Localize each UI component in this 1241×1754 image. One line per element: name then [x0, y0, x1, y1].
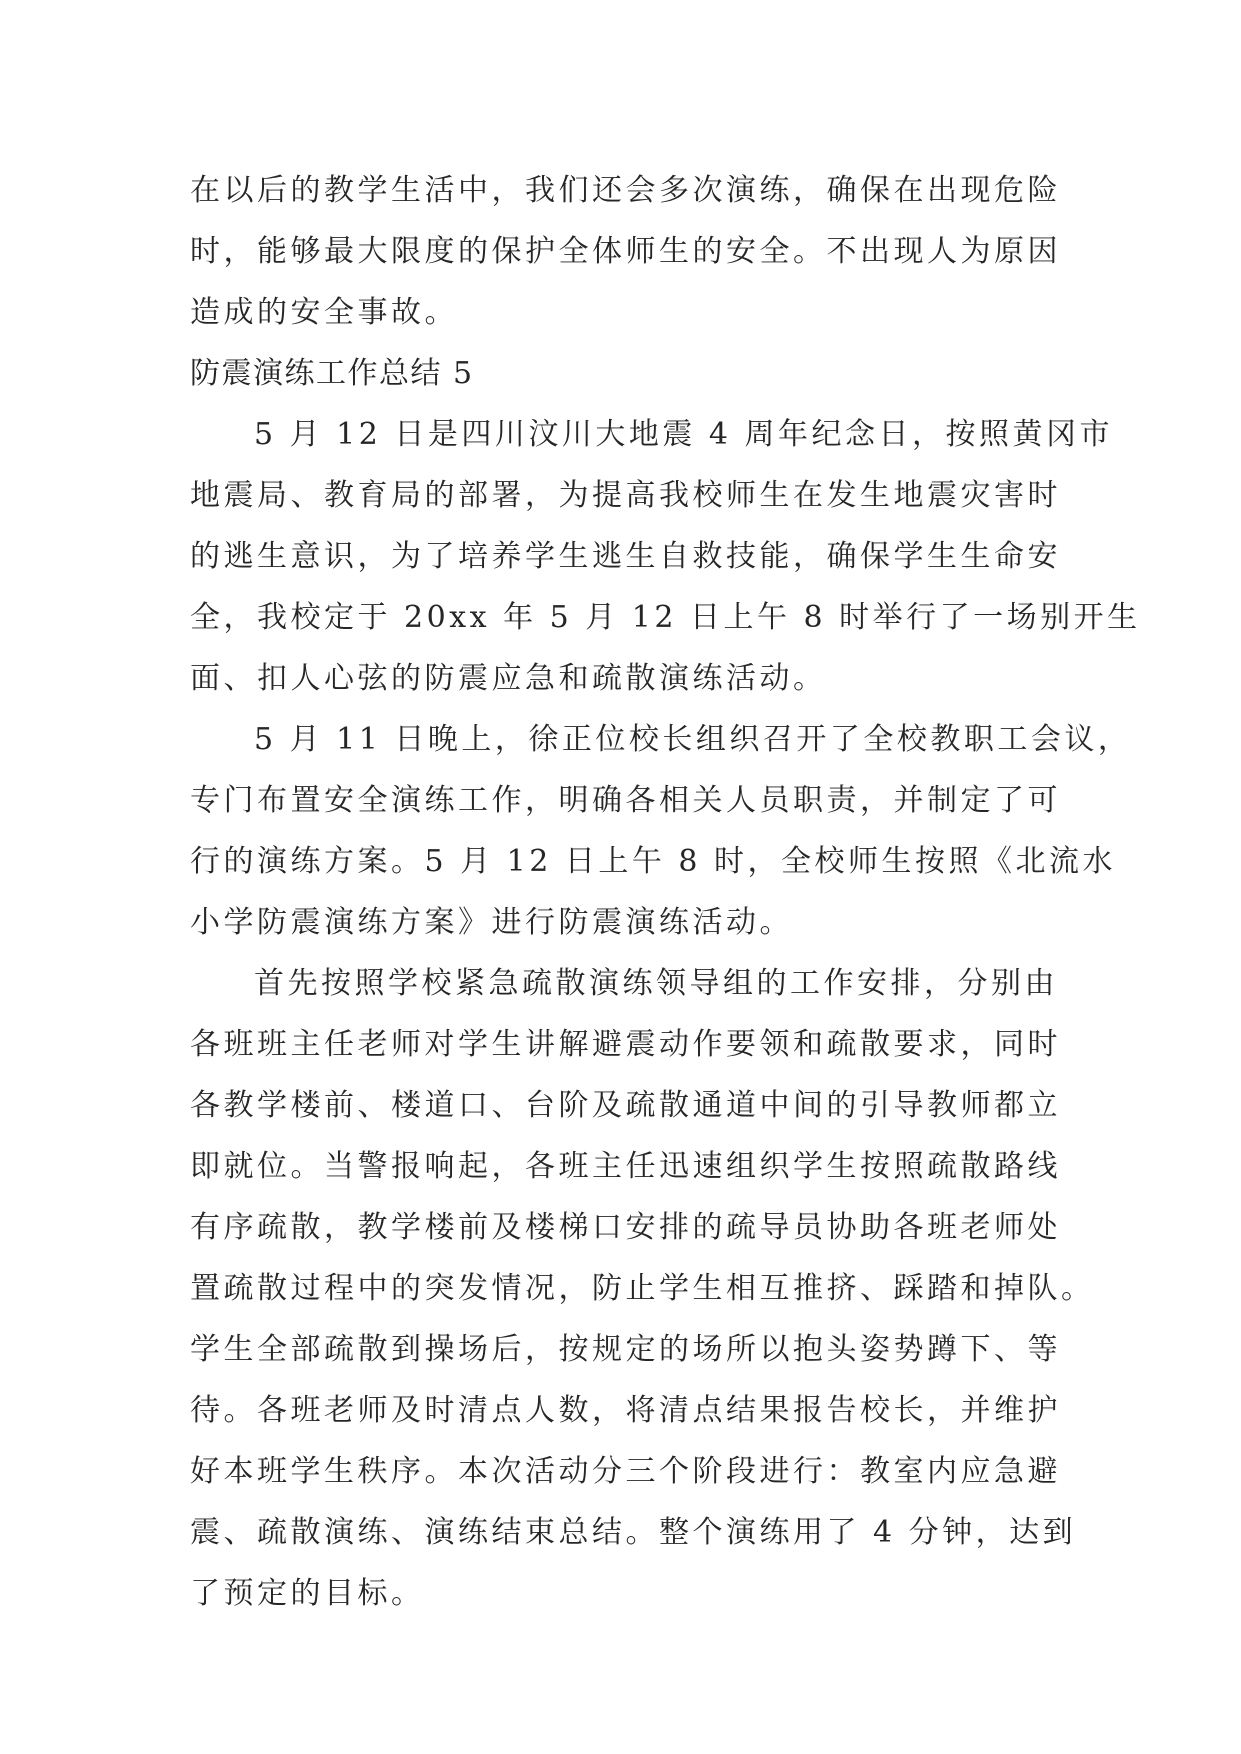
document-body: [190, 160, 1141, 1624]
section-title: 防震演练工作总结 5: [190, 356, 474, 391]
text-line: 行的演练方案。5 月 12 日上午 8 时，全校师生按照《北流水: [190, 844, 1117, 879]
text-line: 待。各班老师及时清点人数，将清点结果报告校长，并维护: [190, 1393, 1061, 1428]
text-line: 小学防震演练方案》进行防震演练活动。: [190, 905, 793, 940]
paragraph-3: [190, 953, 1095, 1624]
text-line: 各班班主任老师对学生讲解避震动作要领和疏散要求，同时: [190, 1027, 1061, 1062]
text-line: 置疏散过程中的突发情况，防止学生相互推挤、踩踏和掉队。: [190, 1271, 1095, 1306]
text-line: 震、疏散演练、演练结束总结。整个演练用了 4 分钟，达到: [190, 1515, 1077, 1550]
text-line: 好本班学生秩序。本次活动分三个阶段进行：教室内应急避: [190, 1454, 1061, 1489]
text-line: 首先按照学校紧急疏散演练领导组的工作安排，分别由: [254, 966, 1058, 1001]
text-line: 5 月 11 日晚上，徐正位校长组织召开了全校教职工会议，: [254, 722, 1132, 757]
paragraph-2: [190, 709, 1132, 953]
text-line: 各教学楼前、楼道口、台阶及疏散通道中间的引导教师都立: [190, 1088, 1061, 1123]
intro-paragraph: [190, 160, 1061, 343]
text-line: 时，能够最大限度的保护全体师生的安全。不出现人为原因: [190, 234, 1061, 269]
text-line: 在以后的教学生活中，我们还会多次演练，确保在出现危险: [190, 173, 1061, 208]
text-line: 5 月 12 日是四川汶川大地震 4 周年纪念日，按照黄冈市: [254, 417, 1114, 452]
text-line: 即就位。当警报响起，各班主任迅速组织学生按照疏散路线: [190, 1149, 1061, 1184]
text-line: 专门布置安全演练工作，明确各相关人员职责，并制定了可: [190, 783, 1061, 818]
paragraph-1: [190, 404, 1141, 709]
text-line: 面、扣人心弦的防震应急和疏散演练活动。: [190, 661, 827, 696]
text-line: 学生全部疏散到操场后，按规定的场所以抱头姿势蹲下、等: [190, 1332, 1061, 1367]
text-line: 了预定的目标。: [190, 1576, 425, 1611]
text-line: 的逃生意识，为了培养学生逃生自救技能，确保学生生命安: [190, 539, 1061, 574]
text-line: 有序疏散，教学楼前及楼梯口安排的疏导员协助各班老师处: [190, 1210, 1061, 1245]
text-line: 地震局、教育局的部署，为提高我校师生在发生地震灾害时: [190, 478, 1061, 513]
text-line: 全，我校定于 20xx 年 5 月 12 日上午 8 时举行了一场别开生: [190, 600, 1141, 635]
text-line: 造成的安全事故。: [190, 295, 458, 330]
